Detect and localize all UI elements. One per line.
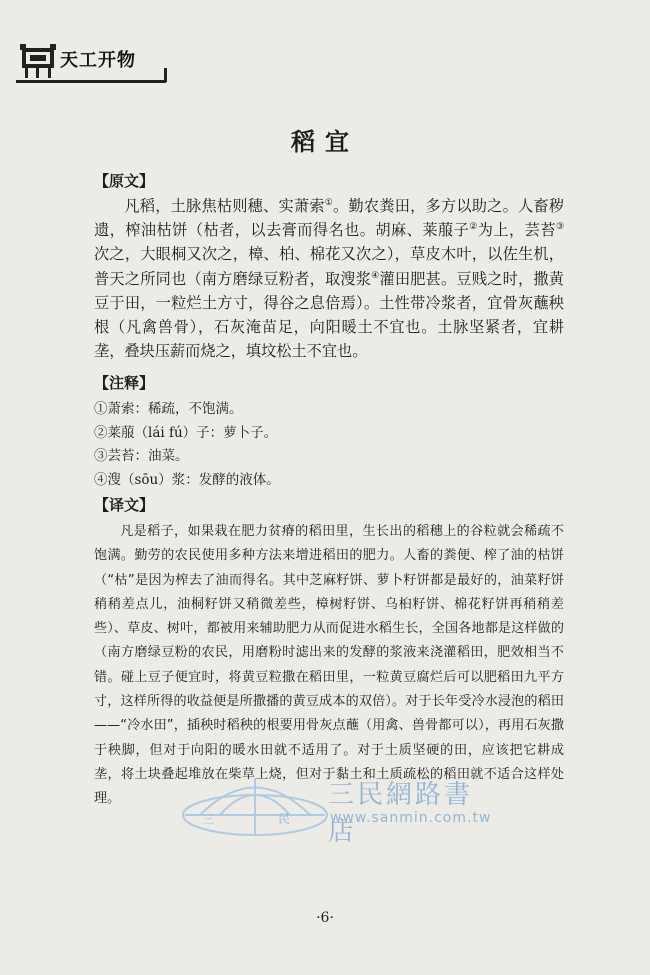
running-header	[14, 40, 164, 84]
book-title: 天工开物	[60, 50, 136, 71]
notes-heading: 【注释】	[94, 374, 155, 392]
note-item: ④溲（sōu）浆：发酵的液体。	[94, 471, 280, 488]
watermark-name: 三民網路書店	[328, 780, 474, 847]
yuanwen-paragraph: 凡稻，土脉焦枯则穗、实萧索①。勤农粪田，多方以助之。人畜秽遗，榨油枯饼（枯者，以去膏而得名也。胡麻、莱菔子②为上，芸苔③次之，大眼桐又次之，樟、柏、棉花又次之），草皮木叶，以佐生机，普天之所同也（南方磨绿豆粉者，取溲浆④灌田肥甚。豆贱之时，撒黄豆于田，一粒烂土方寸，得谷之息倍焉）。土性带冷浆者，宜骨灰蘸秧根（凡禽兽骨），石灰淹苗足，向阳暖土不宜也。土脉坚紧者，宜耕垄，叠块压薪而烧之，填坟松土不宜也。	[94, 197, 565, 361]
note-item: ③芸苔：油菜。	[94, 448, 189, 464]
yiwen-heading: 【译文】	[94, 496, 155, 514]
yuanwen-heading: 【原文】	[94, 172, 155, 190]
note-item: ①萧索：稀疏，不饱满。	[94, 401, 243, 417]
yuanwen-body	[94, 194, 564, 363]
notes-list	[94, 398, 564, 492]
yiwen-body	[94, 520, 564, 812]
page-number: ·6·	[316, 910, 334, 926]
yiwen-paragraph: 凡是稻子，如果栽在肥力贫瘠的稻田里，生长出的稻穗上的谷粒就会稀疏不饱满。勤劳的农民使用多种方法来增进稻田的肥力。人畜的粪便、榨了油的枯饼（“枯”是因为榨去了油而得名。其中芝麻籽饼、萝卜籽饼都是最好的，油菜籽饼稍稍差点儿，油桐籽饼又稍微差些，樟树籽饼、乌桕籽饼、棉花籽饼再稍稍差些）、草皮、树叶，都被用来辅助肥力从而促进水稻生长，全国各地都是这样做的（南方磨绿豆粉的农民，用磨粉时滤出来的发酵的浆液来浇灌稻田，肥效相当不错。碰上豆子便宜时，将黄豆粒撒在稻田里，一粒黄豆腐烂后可以肥稻田九平方寸，这样所得的收益便是所撒播的黄豆成本的双倍）。对于长年受冷水浸泡的稻田——“冷水田”，插秧时稻秧的根要用骨灰点蘸（用禽、兽骨都可以），再用石灰撒于秧脚，但对于向阳的暖水田就不适用了。对于土质坚硬的田，应该把它耕成垄，将土块叠起堆放在柴草上烧，但对于黏土和土质疏松的稻田就不适合这样处理。	[94, 524, 564, 807]
page-title: 稻宜	[291, 128, 359, 156]
header-tick	[164, 68, 167, 82]
watermark-url: www.sanmin.com.tw	[330, 810, 492, 826]
bookstore-watermark	[180, 770, 500, 847]
note-item: ②莱菔（lái fú）子：萝卜子。	[94, 424, 278, 441]
header-rule	[16, 80, 166, 83]
bronze-vessel-icon	[18, 42, 58, 80]
watermark-char-right: 民	[278, 812, 291, 826]
globe-logo-icon	[180, 770, 330, 840]
watermark-char-left: 三	[202, 812, 215, 826]
